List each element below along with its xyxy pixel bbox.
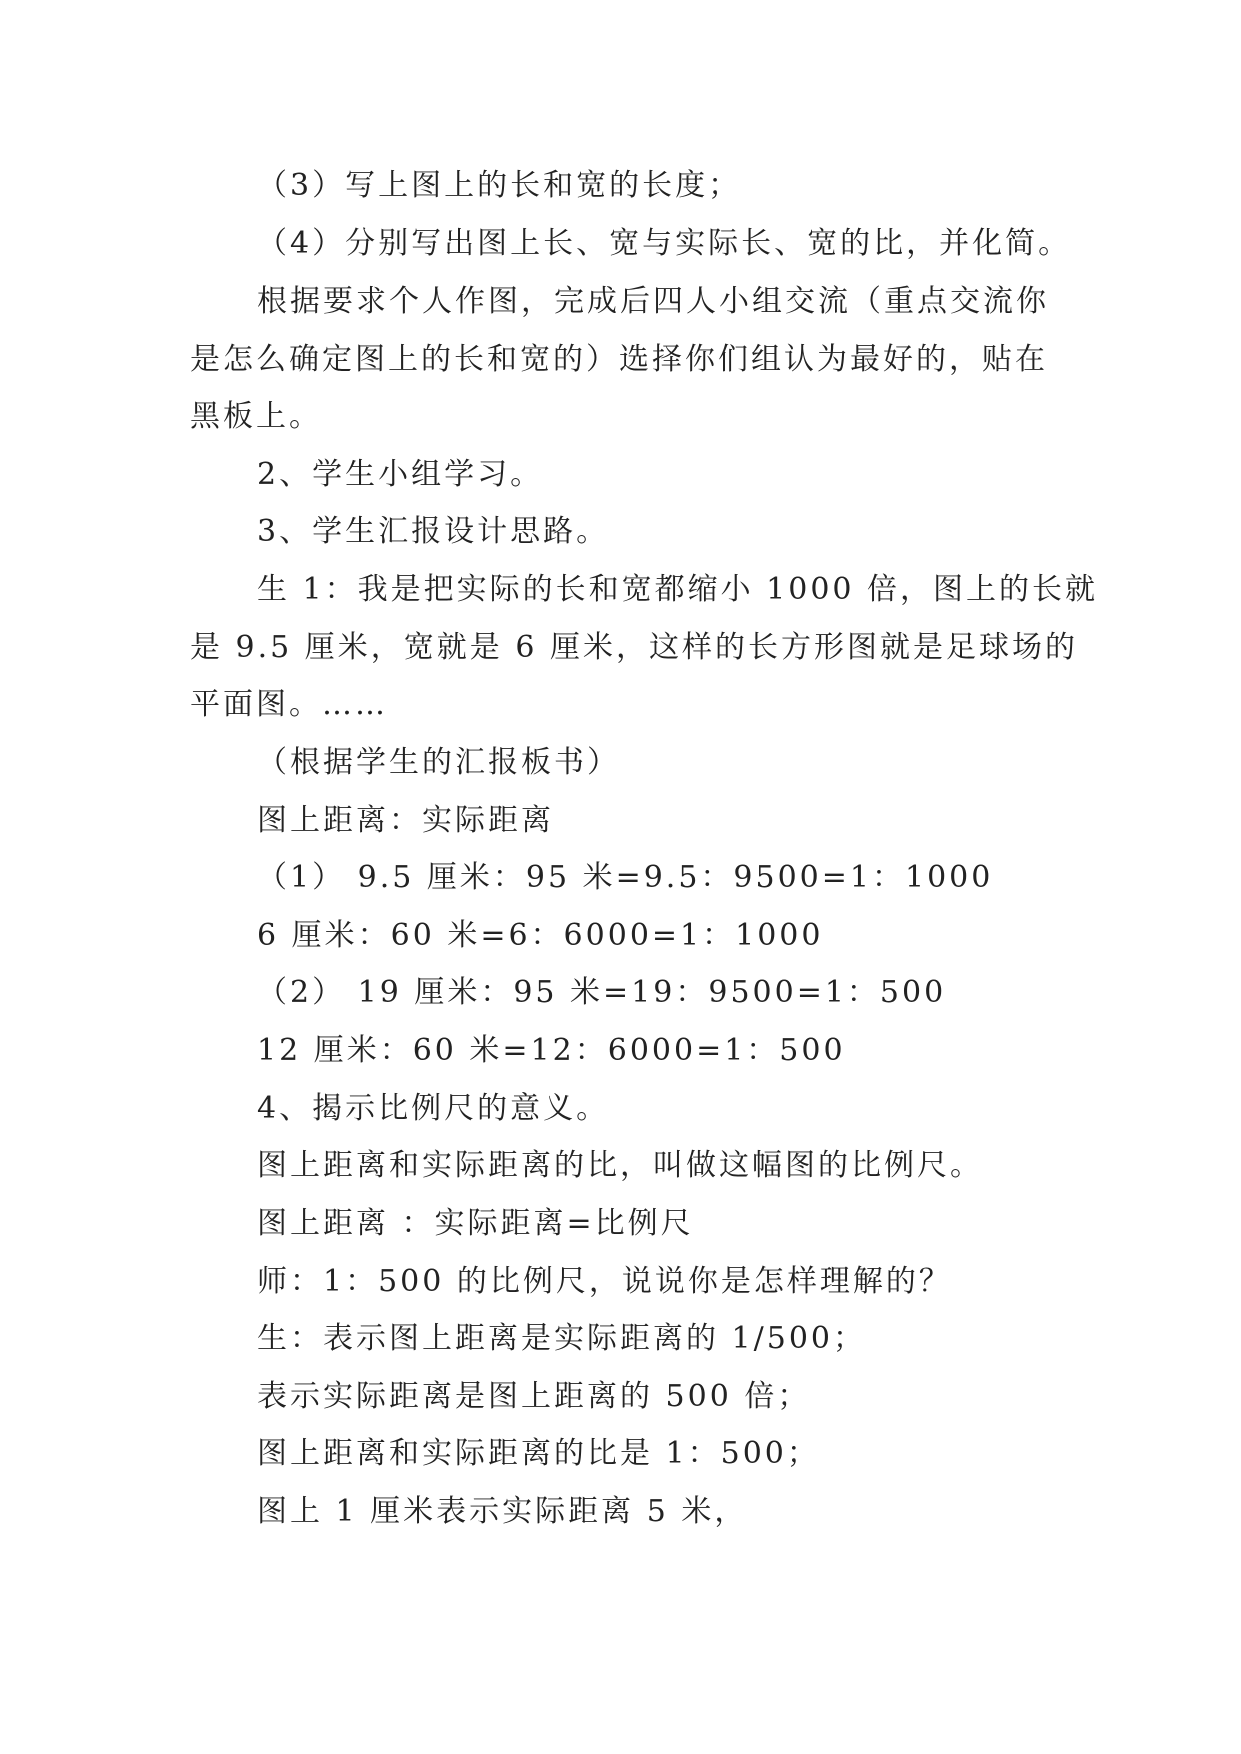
dialogue-line: 图上距离和实际距离的比是 1：500； [257, 1436, 820, 1471]
paragraph-line: 是怎么确定图上的长和宽的）选择你们组认为最好的，贴在 [190, 342, 1048, 377]
formula-line: 6 厘米：60 米=6：6000=1：1000 [257, 918, 824, 953]
section-3-heading: 3、学生汇报设计思路。 [257, 514, 610, 549]
formula-line: （1） 9.5 厘米：95 米=9.5：9500=1：1000 [257, 860, 994, 895]
section-2-heading: 2、学生小组学习。 [257, 457, 544, 492]
section-4-heading: 4、揭示比例尺的意义。 [257, 1091, 610, 1126]
definition-line: 图上距离和实际距离的比，叫做这幅图的比例尺。 [257, 1148, 983, 1183]
paragraph-line: 根据要求个人作图，完成后四人小组交流（重点交流你 [257, 284, 1049, 319]
dialogue-line: 表示实际距离是图上距离的 500 倍； [257, 1379, 811, 1414]
paragraph-line: 是 9.5 厘米，宽就是 6 厘米，这样的长方形图就是足球场的 [190, 630, 1078, 665]
paragraph-line: 生 1：我是把实际的长和宽都缩小 1000 倍，图上的长就 [257, 572, 1099, 607]
formula-line: （2） 19 厘米：95 米=19：9500=1：500 [257, 975, 947, 1010]
formula-line: 图上距离 ：实际距离=比例尺 [257, 1206, 694, 1241]
formula-line: 图上距离：实际距离 [257, 803, 554, 838]
paragraph-line: 平面图。…… [190, 687, 388, 722]
paragraph-line: 黑板上。 [190, 399, 322, 434]
dialogue-line: 生：表示图上距离是实际距离的 1/500； [257, 1321, 866, 1356]
step-3-line: （3）写上图上的长和宽的长度； [257, 168, 742, 203]
formula-line: 12 厘米：60 米=12：6000=1：500 [257, 1033, 846, 1068]
board-note-line: （根据学生的汇报板书） [257, 745, 620, 780]
step-4-line: （4）分别写出图上长、宽与实际长、宽的比，并化简。 [257, 226, 1072, 261]
dialogue-line: 师：1：500 的比例尺，说说你是怎样理解的？ [257, 1264, 952, 1299]
dialogue-line: 图上 1 厘米表示实际距离 5 米， [257, 1494, 748, 1529]
